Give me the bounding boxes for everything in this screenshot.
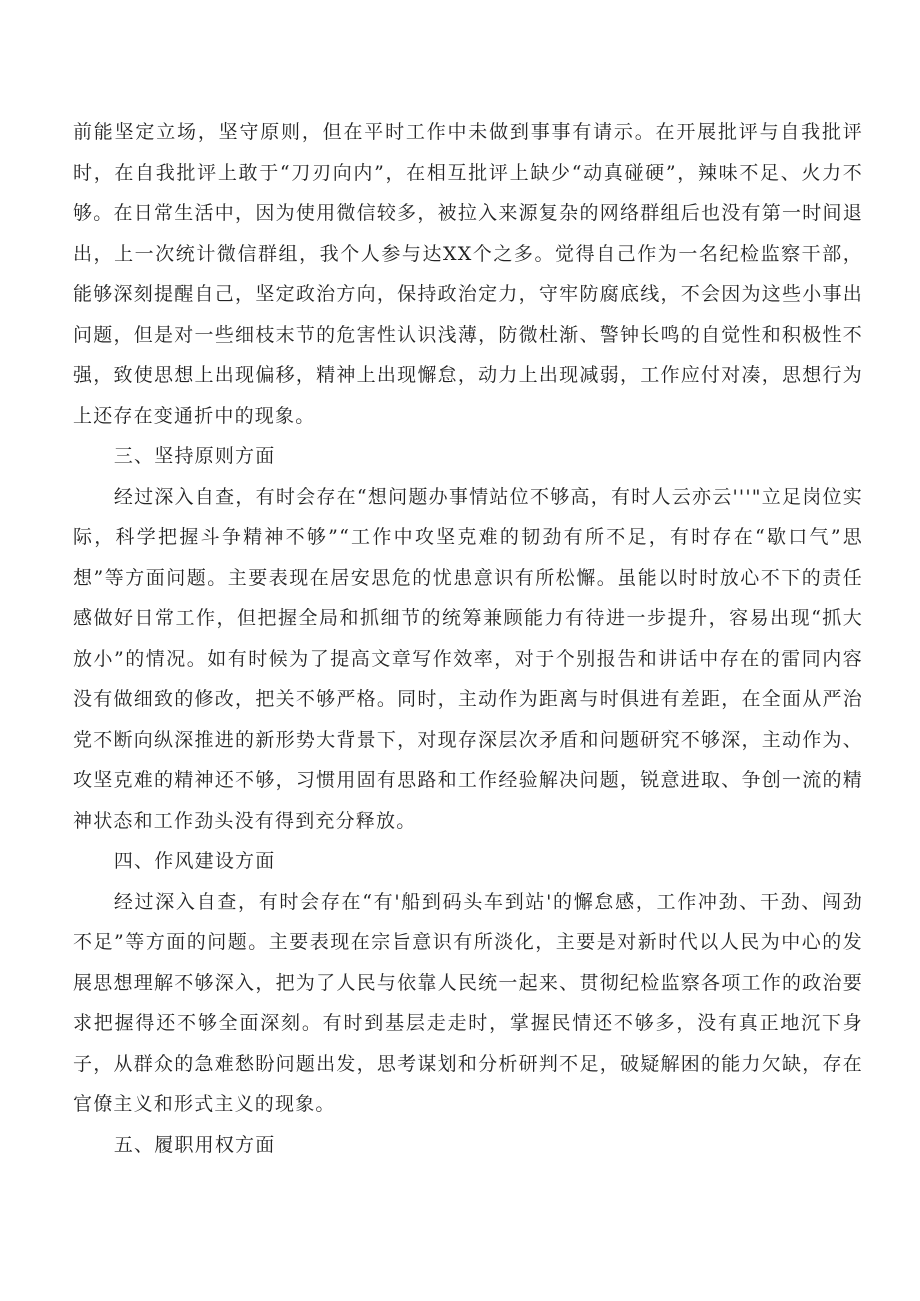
section-heading-4: 四、作风建设方面 — [113, 850, 276, 872]
paragraph-section-4: 经过深入自查，有时会存在“有'船到码头车到站'的懈怠感，工作冲劲、干劲、闯劲不足”等方面的问题。主要表现在宗旨意识有所淡化，主要是对新时代以人民为中心的发展思想理解不够深入，把为了人民与依靠人民统一起来、贯彻纪检监察各项工作的政治要求把握得还不够全面深刻。有时到基层走走时，掌握民情还不够多，没有真正地沉下身子，从群众的急难愁盼问题出发，思考谋划和分析研判不足，破疑解困的能力欠缺，存在官僚主义和形式主义的现象。 — [73, 890, 863, 1115]
paragraph-continued: 前能坚定立场，坚守原则，但在平时工作中未做到事事有请示。在开展批评与自我批评时，在自我批评上敢于“刀刃向内”，在相互批评上缺少“动真碰硬”，辣味不足、火力不够。在日常生活中，因为使用微信较多，被拉入来源复杂的网络群组后也没有第一时间退出，上一次统计微信群组，我个人参与达XX个之多。觉得自己作为一名纪检监察干部，能够深刻提醒自己，坚定政治方向，保持政治定力，守牢防腐底线，不会因为这些小事出问题，但是对一些细枝末节的危害性认识浅薄，防微杜渐、警钟长鸣的自觉性和积极性不强，致使思想上出现偏移，精神上出现懈怠，动力上出现减弱，工作应付对凑，思想行为上还存在变通折中的现象。 — [73, 121, 863, 427]
document-body — [73, 112, 863, 1165]
section-heading-5: 五、履职用权方面 — [113, 1133, 276, 1156]
section-heading-3: 三、坚持原则方面 — [113, 445, 276, 467]
paragraph-section-3: 经过深入自查，有时会存在“想问题办事情站位不够高，有时人云亦云'''"立足岗位实际，科学把握斗争精神不够”“工作中攻坚克难的韧劲有所不足，有时存在“歇口气”思想”等方面问题。主要表现在居安思危的忧患意识有所松懈。虽能以时时放心不下的责任感做好日常工作，但把握全局和抓细节的统筹兼顾能力有待进一步提升，容易出现“抓大放小”的情况。如有时候为了提高文章写作效率，对于个别报告和讲话中存在的雷同内容没有做细致的修改，把关不够严格。同时，主动作为距离与时俱进有差距，在全面从严治党不断向纵深推进的新形势大背景下，对现存深层次矛盾和问题研究不够深，主动作为、攻坚克难的精神还不够，习惯用固有思路和工作经验解决问题，锐意进取、争创一流的精神状态和工作劲头没有得到充分释放。 — [73, 485, 863, 832]
